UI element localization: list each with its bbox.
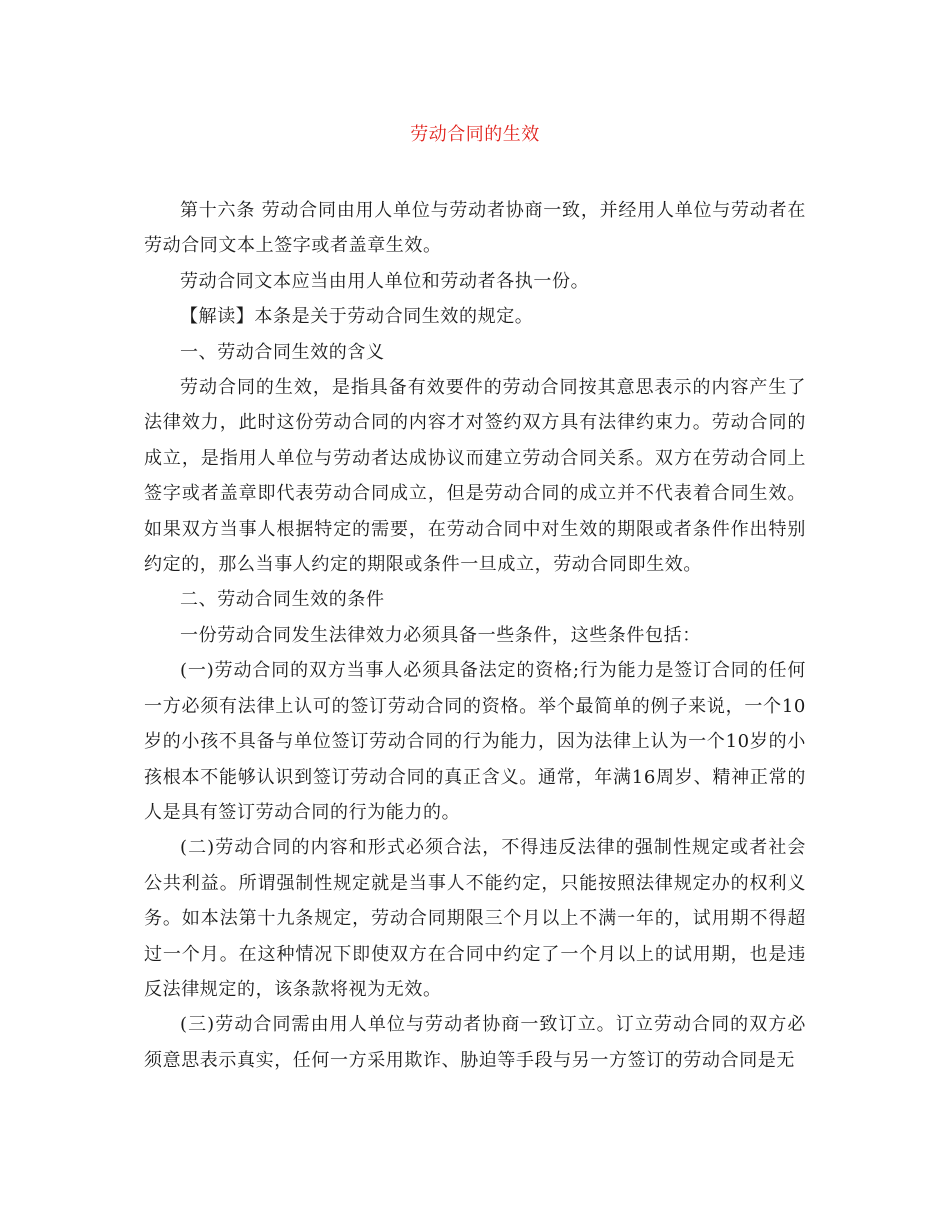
document-body xyxy=(144,193,806,1078)
paragraph-meaning: 劳动合同的生效，是指具备有效要件的劳动合同按其意思表示的内容产生了法律效力，此时这份劳动合同的内容才对签约双方具有法律约束力。劳动合同的成立，是指用人单位与劳动者达成协议而建立劳动合同关系。双方在劳动合同上签字或者盖章即代表劳动合同成立，但是劳动合同的成立并不代表着合同生效。如果双方当事人根据特定的需要，在劳动合同中对生效的期限或者条件作出特别约定的，那么当事人约定的期限或条件一旦成立，劳动合同即生效。 xyxy=(144,377,806,576)
paragraph-copies: 劳动合同文本应当由用人单位和劳动者各执一份。 xyxy=(180,270,590,292)
section-heading-1: 一、劳动合同生效的含义 xyxy=(180,341,385,363)
paragraph-condition-2: (二)劳动合同的内容和形式必须合法，不得违反法律的强制性规定或者社会公共利益。所谓强制性规定就是当事人不能约定，只能按照法律规定办的权利义务。如本法第十九条规定，劳动合同期限三个月以上不满一年的，试用期不得超过一个月。在这种情况下即使双方在合同中约定了一个月以上的试用期，也是违反法律规定的，该条款将视为无效。 xyxy=(144,837,806,1000)
paragraph-interpretation: 【解读】本条是关于劳动合同生效的规定。 xyxy=(180,306,534,328)
paragraph-condition-1: (一)劳动合同的双方当事人必须具备法定的资格;行为能力是签订合同的任何一方必须有法律上认可的签订劳动合同的资格。举个最简单的例子来说，一个10岁的小孩不具备与单位签订劳动合同的行为能力，因为法律上认为一个10岁的小孩根本不能够认识到签订劳动合同的真正含义。通常，年满16周岁、精神正常的人是具有签订劳动合同的行为能力的。 xyxy=(144,660,806,823)
paragraph-conditions-intro: 一份劳动合同发生法律效力必须具备一些条件，这些条件包括： xyxy=(180,624,701,646)
document-title: 劳动合同的生效 xyxy=(410,124,540,145)
paragraph-condition-3: (三)劳动合同需由用人单位与劳动者协商一致订立。订立劳动合同的双方必须意思表示真实，任何一方采用欺诈、胁迫等手段与另一方签订的劳动合同是无 xyxy=(144,1014,806,1071)
paragraph-article-16: 第十六条 劳动合同由用人单位与劳动者协商一致，并经用人单位与劳动者在劳动合同文本上签字或者盖章生效。 xyxy=(144,200,806,257)
section-heading-2: 二、劳动合同生效的条件 xyxy=(180,589,385,611)
